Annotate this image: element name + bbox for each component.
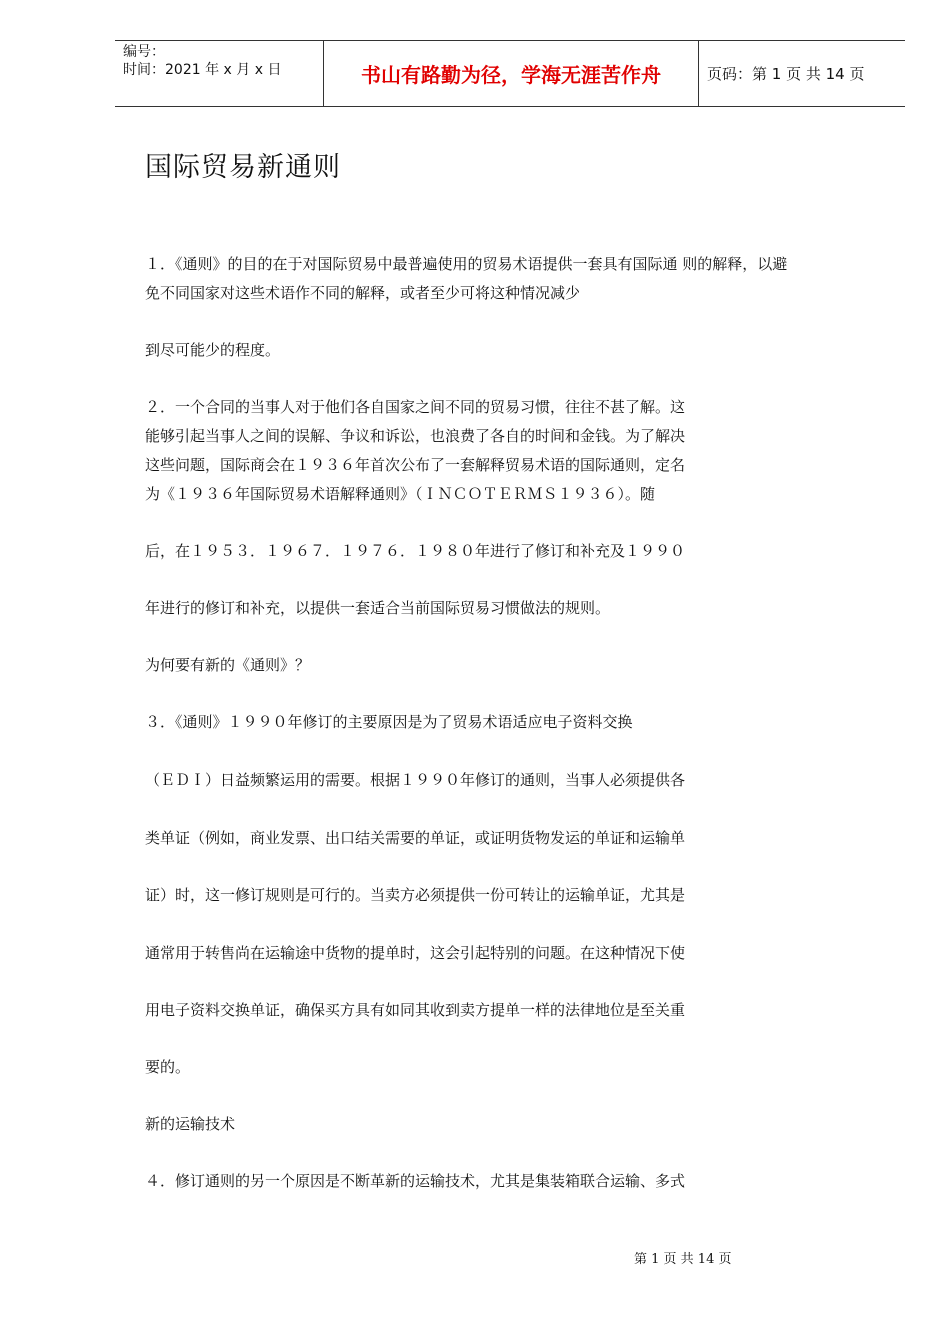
date-label: 时间：2021 年 x 月 x 日 [123, 62, 282, 78]
document-number-label: 编号： [123, 44, 165, 60]
body-line: 为《１９３６年国际贸易术语解释通则》（ＩＮＣＯＴＥＲＭＳ１９３６）。随 [145, 485, 656, 503]
body-line: 能够引起当事人之间的误解、争议和诉讼，也浪费了各自的时间和金钱。为了解决 [145, 427, 686, 445]
body-line: 要的。 [145, 1058, 191, 1076]
body-line: 通常用于转售尚在运输途中货物的提单时，这会引起特别的问题。在这种情况下使 [145, 944, 686, 962]
body-line: 这些问题，国际商会在１９３６年首次公布了一套解释贸易术语的国际通则，定名 [145, 456, 686, 474]
body-line: ２．一个合同的当事人对于他们各自国家之间不同的贸易习惯，往往不甚了解。这 [145, 398, 686, 416]
body-line: 到尽可能少的程度。 [145, 341, 281, 359]
header-page-number: 页码：第 1 页 共 14 页 [707, 65, 865, 83]
page-footer: 第 1 页 共 14 页 [634, 1252, 732, 1267]
body-line: ３．《通则》１９９０年修订的主要原因是为了贸易术语适应电子资料交换 [145, 713, 633, 731]
body-line: 后，在１９５３．１９６７．１９７６．１９８０年进行了修订和补充及１９９０ [145, 542, 686, 560]
section-heading: 新的运输技术 [145, 1115, 236, 1133]
header-meta [115, 41, 323, 106]
document-title: 国际贸易新通则 [145, 152, 341, 183]
body-line: 类单证（例如，商业发票、出口结关需要的单证，或证明货物发运的单证和运输单 [145, 829, 686, 847]
body-line: 免不同国家对这些术语作不同的解释，或者至少可将这种情况减少 [145, 284, 581, 302]
section-heading: 为何要有新的《通则》？ [145, 656, 311, 674]
body-line: ４．修订通则的另一个原因是不断革新的运输技术，尤其是集装箱联合运输、多式 [145, 1172, 686, 1190]
header-motto: 书山有路勤为径，学海无涯苦作舟 [323, 41, 699, 106]
body-line: 证）时，这一修订规则是可行的。当卖方必须提供一份可转让的运输单证，尤其是 [145, 886, 686, 904]
body-line: （ＥＤＩ）日益频繁运用的需要。根据１９９０年修订的通则，当事人必须提供各 [145, 771, 686, 789]
body-line: １．《通则》的目的在于对国际贸易中最普遍使用的贸易术语提供一套具有国际通 则的解释，以避 [145, 255, 788, 273]
body-line: 用电子资料交换单证，确保买方具有如同其收到卖方提单一样的法律地位是至关重 [145, 1001, 686, 1019]
body-line: 年进行的修订和补充，以提供一套适合当前国际贸易习惯做法的规则。 [145, 599, 611, 617]
page-header [115, 40, 905, 107]
